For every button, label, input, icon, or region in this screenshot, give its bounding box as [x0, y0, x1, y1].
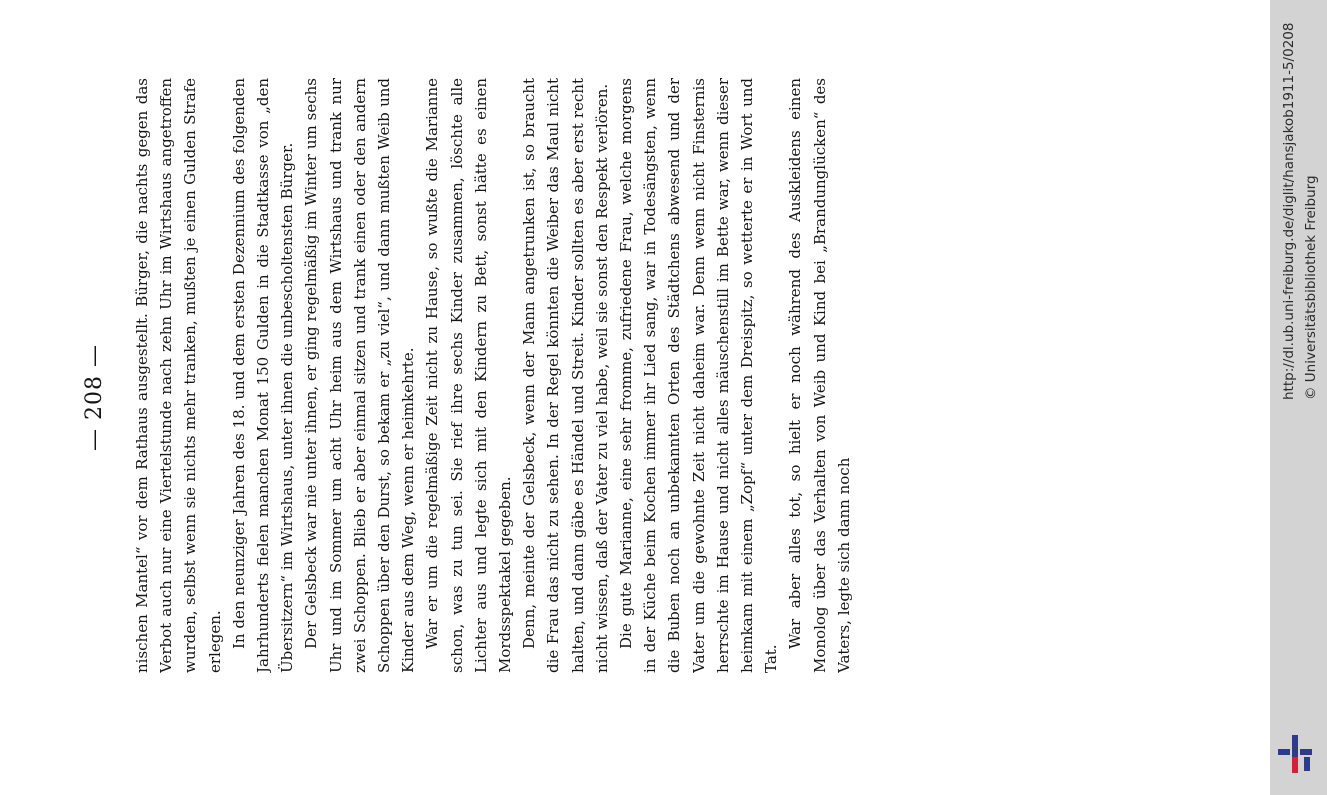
logo-bar-left: [1278, 749, 1290, 755]
logo-bar-right: [1300, 749, 1312, 755]
page-paragraph: Der Gelsbeck war nie unter ihnen, er ging regelmäßig im Winter um sechs Uhr und im Sommer um acht Uhr heim aus dem Wirtshaus und trank nur zwei Schoppen. Blieb er aber einmal sitzen und trank einen oder den andern Schoppen über den Durst, so bekam er „zu viel“, und dann mußten Weib und Kinder aus dem Weg, wenn er heimkehrte.: [302, 78, 418, 673]
logo-bar-vertical-red: [1292, 757, 1298, 773]
copyright-notice: © Universitätsbibliothek Freiburg: [1303, 175, 1319, 400]
page-text-block: [130, 78, 1090, 673]
source-url-link[interactable]: http://dl.ub.uni-freiburg.de/diglit/hansjakob1911-5/0208: [1281, 22, 1297, 400]
page-number: — 208 —: [82, 344, 107, 451]
logo-bar-tail: [1304, 757, 1310, 771]
ub-freiburg-logo-icon: [1278, 735, 1322, 775]
page-paragraph: War aber alles tot, so hielt er noch während des Auskleidens einen Monolog über das Verhalten von Weib und Kind bei „Brandunglücken“ des Vaters, legte sich dann noch: [786, 78, 853, 673]
page-paragraph: In den neunziger Jahren des 18. und dem ersten Dezennium des folgenden Jahrhunderts fielen manchen Monat 150 Gulden in die Stadtkasse von „den Übersitzern“ im Wirtshaus, unter ihnen die unbescholtensten Bürger.: [229, 78, 297, 673]
page-paragraph: Die gute Marianne, eine sehr fromme, zufriedene Frau, welche morgens in der Küche beim Kochen immer ihr Lied sang, war in Todesängsten, wenn die Buben noch an unbekannten Orten des Städtchens abwesend und der Vater um die gewohnte Zeit nicht daheim war. Denn wenn nicht Finsternis herrschte im Hause und nicht alles mäuschenstill im Bette war, wenn dieser heimkam mit einem „Zopf“ unter dem Dreispitz, so wetterte er in Wort und Tat.: [617, 78, 781, 673]
page-paragraph: Denn, meinte der Gelsbeck, wenn der Mann angetrunken ist, so braucht die Frau das nicht zu sehen. In der Regel könnten die Weiber das Maul nicht halten, und dann gäbe es Händel und Streit. Kinder sollten es aber erst recht nicht wissen, daß der Vater zu viel habe, weil sie sonst den Respekt verlören.: [520, 78, 611, 673]
page-paragraph: nischen Mantel“ vor dem Rathaus ausgestellt. Bürger, die nachts gegen das Verbot auch nur eine Viertelstunde nach zehn Uhr im Wirtshaus angetroffen wurden, selbst wenn sie nichts mehr tranken, mußten je einen Gulden Strafe erlegen.: [133, 78, 224, 673]
page-paragraph: War er um die regelmäßige Zeit nicht zu Hause, so wußte die Marianne schon, was zu tun sei. Sie rief ihre sechs Kinder zusammen, löschte alle Lichter aus und legte sich mit den Kindern zu Bett, sonst hätte es einen Mordsspektakel gegeben.: [423, 78, 515, 673]
